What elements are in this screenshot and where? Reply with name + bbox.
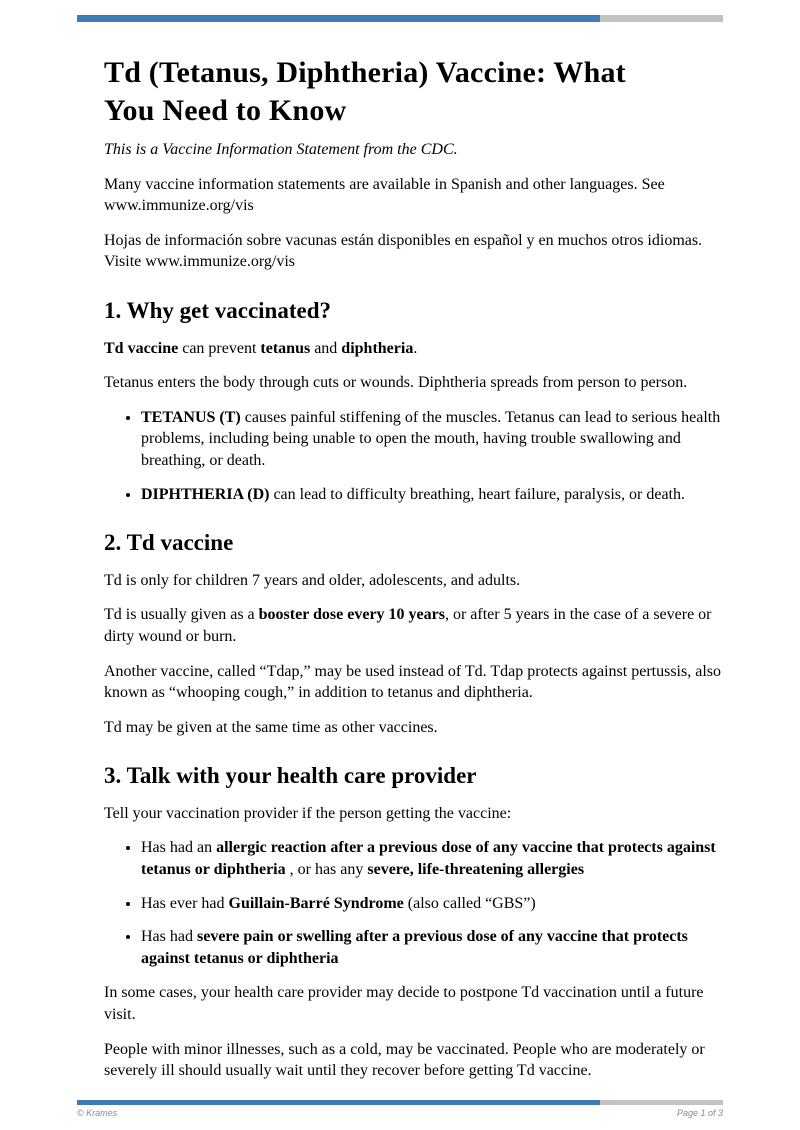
section-2-heading: 2. Td vaccine <box>104 530 234 556</box>
footer-text-row <box>77 1108 723 1118</box>
vis-statement-note: This is a Vaccine Information Statement from the CDC. <box>104 141 458 158</box>
section-2-paragraph-1: Td is only for children 7 years and older, adolescents, and adults. <box>104 571 521 589</box>
copyright-text: © Krames <box>77 1108 118 1118</box>
footer-accent-bar-gray <box>600 1100 723 1105</box>
section-3-bullet-list <box>104 837 724 969</box>
section-2-paragraph-4: Td may be given at the same time as other vaccines. <box>104 718 438 736</box>
footer-accent-bar-blue <box>77 1100 600 1105</box>
page-number: Page 1 of 3 <box>676 1108 723 1118</box>
bullet-item-diphtheria: • DIPHTHERIA (D) can lead to difficulty breathing, heart failure, paralysis, or death. <box>141 484 724 506</box>
bullet-item-allergic-reaction: • Has had an allergic reaction after a previous dose of any vaccine that protects against tetanus or diphtheria , or has any severe, life-threatening allergies <box>141 837 724 880</box>
bullet-item-gbs: • Has ever had Guillain-Barré Syndrome (also called “GBS”) <box>141 893 724 915</box>
paragraph-languages-spanish: Hojas de información sobre vacunas están disponibles en español y en muchos otros idiomas. Visite www.immunize.org/vis <box>104 231 703 271</box>
bullet-item-tetanus: • TETANUS (T) causes painful stiffening of the muscles. Tetanus can lead to serious health problems, including being unable to open the mouth, having trouble swallowing and breathing, or death. <box>141 407 724 472</box>
page-title <box>104 54 724 129</box>
page-title-line-1: Td (Tetanus, Diphtheria) Vaccine: What <box>104 56 626 89</box>
section-1-bullet-list <box>104 407 724 505</box>
section-1-paragraph-1: Td vaccine can prevent tetanus and diphtheria. <box>104 339 418 357</box>
footer-accent-bar <box>77 1100 723 1105</box>
section-3-paragraph-1: Tell your vaccination provider if the person getting the vaccine: <box>104 804 512 822</box>
bullet-item-severe-pain: • Has had severe pain or swelling after a previous dose of any vaccine that protects against tetanus or diphtheria <box>141 926 724 969</box>
page-footer <box>77 1100 723 1118</box>
page-title-line-2: You Need to Know <box>104 93 347 127</box>
document-content <box>104 0 724 1095</box>
section-3-paragraph-2: In some cases, your health care provider may decide to postpone Td vaccination until a future visit. <box>104 984 704 1024</box>
section-2-paragraph-3: Another vaccine, called “Tdap,” may be used instead of Td. Tdap protects against pertussis, also known as “whooping cough,” in addition to tetanus and diphtheria. <box>104 662 721 702</box>
section-1-heading: 1. Why get vaccinated? <box>104 297 332 323</box>
section-3-paragraph-3: People with minor illnesses, such as a cold, may be vaccinated. People who are moderately or severely ill should usually wait until they recover before getting Td vaccine. <box>104 1040 705 1080</box>
section-2-paragraph-2: Td is usually given as a booster dose every 10 years, or after 5 years in the case of a severe or dirty wound or burn. <box>104 606 712 645</box>
paragraph-languages-english: Many vaccine information statements are available in Spanish and other languages. See www.immunize.org/vis <box>104 175 665 215</box>
section-3-heading: 3. Talk with your health care provider <box>104 763 477 789</box>
section-1-paragraph-2: Tetanus enters the body through cuts or wounds. Diphtheria spreads from person to person. <box>104 374 688 392</box>
